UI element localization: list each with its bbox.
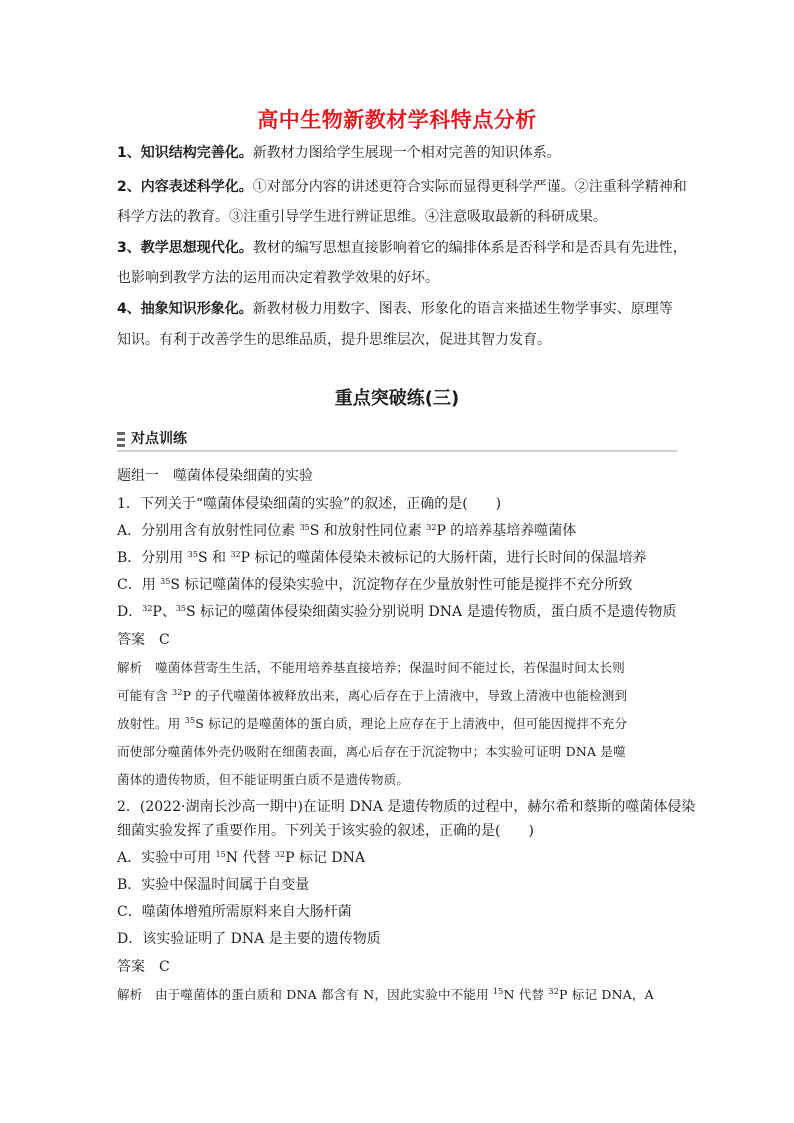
q1-option-c: C．用 $^{35}$S 标记噬菌体的侵染实验中，沉淀物存在少量放射性可能是搅拌不充分所致 xyxy=(117,577,633,593)
q1-answer: 答案 C xyxy=(117,632,170,648)
feature-text: 新教材力图给学生展现一个相对完善的知识体系。 xyxy=(252,145,561,161)
section-header xyxy=(117,428,677,452)
q2-stem-line-1: 2．(2022·湖南长沙高一期中)在证明 DNA 是遗传物质的过程中，赫尔希和蔡斯的噬菌体侵染 xyxy=(117,799,696,815)
feature-label: 1、知识结构完善化。 xyxy=(117,145,253,161)
section-divider xyxy=(117,450,677,452)
feature-label: 3、教学思想现代化。 xyxy=(117,240,253,256)
q2-explain-line-1: 解析 由于噬菌体的蛋白质和 DNA 都含有 N，因此实验中不能用 $^{15}$N 代替 $^{32}$P 标记 DNA，A xyxy=(117,987,654,1002)
page-title: 高中生物新教材学科特点分析 xyxy=(257,108,537,132)
feature-item-3 xyxy=(117,238,687,258)
section-title: 重点突破练(三) xyxy=(334,388,460,409)
feature-text: 教材的编写思想直接影响着它的编排体系是否科学和是否具有先进性， xyxy=(252,240,687,256)
q2-option-a: A．实验中可用 $^{15}$N 代替 $^{32}$P 标记 DNA xyxy=(117,850,365,866)
feature-text: 新教材极力用数字、图表、形象化的语言来描述生物学事实、原理等 xyxy=(252,301,673,317)
q2-option-d: D．该实验证明了 DNA 是主要的遗传物质 xyxy=(117,931,381,947)
q1-stem: 1．下列关于“噬菌体侵染细菌的实验”的叙述，正确的是( ) xyxy=(117,496,502,512)
q1-option-d: D．$^{32}$P、$^{35}$S 标记的噬菌体侵染细菌实验分别说明 DNA 是遗传物质，蛋白质不是遗传物质 xyxy=(117,604,677,620)
feature-text: ①对部分内容的讲述更符合实际而显得更科学严谨。②注重科学精神和 xyxy=(252,179,687,195)
q1-explain-line-1: 解析 噬菌体营寄生生活，不能用培养基直接培养；保温时间不能过长，若保温时间太长则 xyxy=(117,660,626,675)
group-title: 题组一 噬菌体侵染细菌的实验 xyxy=(117,468,313,484)
q1-option-b: B．分别用 $^{35}$S 和 $^{32}$P 标记的噬菌体侵染未被标记的大肠杆菌，进行长时间的保温培养 xyxy=(117,550,647,566)
feature-item-1 xyxy=(117,143,561,163)
feature-item-4 xyxy=(117,299,673,319)
feature-label: 2、内容表述科学化。 xyxy=(117,179,253,195)
q1-option-a: A．分别用含有放射性同位素 $^{35}$S 和放射性同位素 $^{32}$P 的培养基培养噬菌体 xyxy=(117,523,577,539)
q1-explain-line-2: 可能有含 $^{32}$P 的子代噬菌体被释放出来，离心后存在于上清液中，导致上清液中也能检测到 xyxy=(117,688,628,703)
q1-explain-line-5: 菌体的遗传物质，但不能证明蛋白质不是遗传物质。 xyxy=(117,772,410,787)
feature-item-3-cont: 也影响到教学方法的运用而决定着教学效果的好坏。 xyxy=(117,270,439,286)
feature-item-4-cont: 知识。有利于改善学生的思维品质，提升思维层次，促进其智力发育。 xyxy=(117,332,551,348)
feature-label: 4、抽象知识形象化。 xyxy=(117,301,253,317)
q2-option-c: C．噬菌体增殖所需原料来自大肠杆菌 xyxy=(117,904,352,920)
section-bar-icon xyxy=(117,432,125,448)
q2-stem-line-2: 细菌实验发挥了重要作用。下列关于该实验的叙述，正确的是( ) xyxy=(117,823,534,839)
q1-explain-line-4: 而使部分噬菌体外壳仍吸附在细菌表面，离心后存在于沉淀物中；本实验可证明 DNA 是噬 xyxy=(117,744,626,759)
q2-option-b: B．实验中保温时间属于自变量 xyxy=(117,877,310,893)
q1-explain-line-3: 放射性。用 $^{35}$S 标记的是噬菌体的蛋白质，理论上应存在于上清液中，但可能因搅拌不充分 xyxy=(117,716,628,731)
section-header-label: 对点训练 xyxy=(131,431,187,447)
feature-item-2 xyxy=(117,177,687,197)
feature-item-2-cont: 科学方法的教育。③注重引导学生进行辨证思维。④注意吸取最新的科研成果。 xyxy=(117,209,607,225)
q2-answer: 答案 C xyxy=(117,959,170,975)
